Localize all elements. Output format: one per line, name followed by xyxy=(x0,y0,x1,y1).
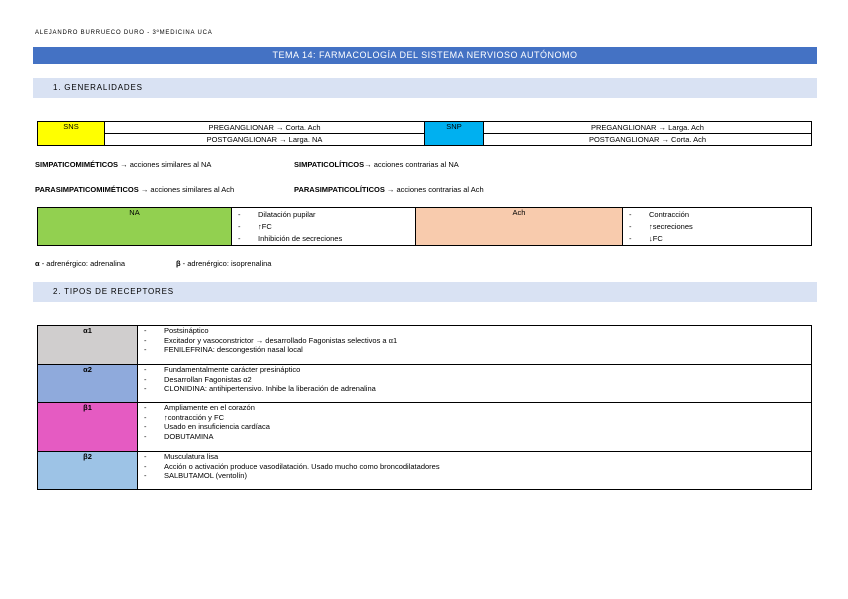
definition: → acciones similares al NA xyxy=(118,160,212,169)
receptor-item: - Desarrollan Fagonistas α2 xyxy=(142,375,807,385)
na-cell xyxy=(38,208,232,246)
receptor-alpha1-details xyxy=(138,326,812,365)
receptor-item: - Acción o activación produce vasodilatación. Usado mucho como broncodilatadores xyxy=(142,462,807,472)
agonist-text: - adrenérgico: isoprenalina xyxy=(180,259,272,268)
ach-effect-item: - Contracción xyxy=(627,209,807,221)
snp-preganglionar: PREGANGLIONAR → Larga. Ach xyxy=(484,122,812,134)
sns-preganglionar: PREGANGLIONAR → Corta. Ach xyxy=(105,122,425,134)
receptors-table xyxy=(37,325,812,490)
na-ach-table xyxy=(37,207,812,246)
term: SIMPATICOMIMÉTICOS xyxy=(35,160,119,169)
alpha-symbol: α xyxy=(35,259,40,268)
receptor-label: α2 xyxy=(83,365,92,374)
receptor-item: - Ampliamente en el corazón xyxy=(142,403,807,413)
agonist-text: - adrenérgico: adrenalina xyxy=(39,259,126,268)
alpha-agonist xyxy=(35,259,125,268)
receptor-item: - Postsináptico xyxy=(142,326,807,336)
ach-effects xyxy=(623,208,812,246)
receptor-item: - Usado en insuficiencia cardíaca xyxy=(142,422,807,432)
receptor-beta1-cell xyxy=(38,403,138,452)
beta-agonist xyxy=(176,259,271,268)
receptor-alpha2-cell xyxy=(38,365,138,403)
sns-cell xyxy=(38,122,105,146)
receptor-alpha2-details xyxy=(138,365,812,403)
page-title: TEMA 14: FARMACOLOGÍA DEL SISTEMA NERVIOSO AUTÓNOMO xyxy=(33,47,817,64)
document-header: ALEJANDRO BURRUECO DURO - 3ºMEDICINA UCA xyxy=(35,30,213,36)
def-simpaticoliticos xyxy=(294,160,459,169)
definition: → acciones similares al Ach xyxy=(138,185,235,194)
na-effect-item: - Dilatación pupilar xyxy=(236,209,411,221)
sns-snp-table xyxy=(37,121,812,146)
sns-postganglionar: POSTGANGLIONAR → Larga. NA xyxy=(105,134,425,146)
receptor-item: - Fundamentalmente carácter presináptico xyxy=(142,365,807,375)
def-parasimpaticomimeticos xyxy=(35,185,234,194)
sns-label: SNS xyxy=(63,122,79,131)
section-tipos-receptores xyxy=(33,282,817,302)
ach-label: Ach xyxy=(512,208,526,217)
beta-symbol: β xyxy=(176,259,181,268)
term: PARASIMPATICOLÍTICOS xyxy=(294,185,385,194)
receptor-item: - FENILEFRINA: descongestión nasal local xyxy=(142,345,807,355)
receptor-item: - SALBUTAMOL (ventolín) xyxy=(142,471,807,481)
def-simpaticomimeticos xyxy=(35,160,211,169)
snp-label: SNP xyxy=(446,122,462,131)
receptor-item: - Musculatura lisa xyxy=(142,452,807,462)
section-title: 2. TIPOS DE RECEPTORES xyxy=(53,287,174,296)
receptor-beta2-cell xyxy=(38,452,138,490)
na-effect-item: - ↑FC xyxy=(236,221,411,233)
ach-effect-item: - ↑secreciones xyxy=(627,221,807,233)
receptor-item: - Excitador y vasoconstrictor → desarrollado Fagonistas selectivos a α1 xyxy=(142,336,807,346)
na-label: NA xyxy=(129,208,140,217)
snp-cell xyxy=(425,122,484,146)
receptor-label: α1 xyxy=(83,326,92,335)
section-generalidades xyxy=(33,78,817,98)
ach-effect-item: - ↓FC xyxy=(627,233,807,245)
receptor-alpha1-cell xyxy=(38,326,138,365)
na-effects xyxy=(232,208,416,246)
definition: → acciones contrarias al NA xyxy=(364,160,459,169)
receptor-beta2-details xyxy=(138,452,812,490)
receptor-label: β1 xyxy=(83,403,92,412)
snp-postganglionar: POSTGANGLIONAR → Corta. Ach xyxy=(484,134,812,146)
term: SIMPATICOLÍTICOS xyxy=(294,160,365,169)
na-effect-item: - Inhibición de secreciones xyxy=(236,233,411,245)
receptor-label: β2 xyxy=(83,452,92,461)
section-title: 1. GENERALIDADES xyxy=(53,83,143,92)
def-parasimpaticoliticos xyxy=(294,185,484,194)
definition: → acciones contrarias al Ach xyxy=(384,185,484,194)
receptor-item: - DOBUTAMINA xyxy=(142,432,807,442)
receptor-item: - CLONIDINA: antihipertensivo. Inhibe la liberación de adrenalina xyxy=(142,384,807,394)
receptor-item: - ↑contracción y FC xyxy=(142,413,807,423)
ach-cell xyxy=(416,208,623,246)
term: PARASIMPATICOMIMÉTICOS xyxy=(35,185,139,194)
receptor-beta1-details xyxy=(138,403,812,452)
